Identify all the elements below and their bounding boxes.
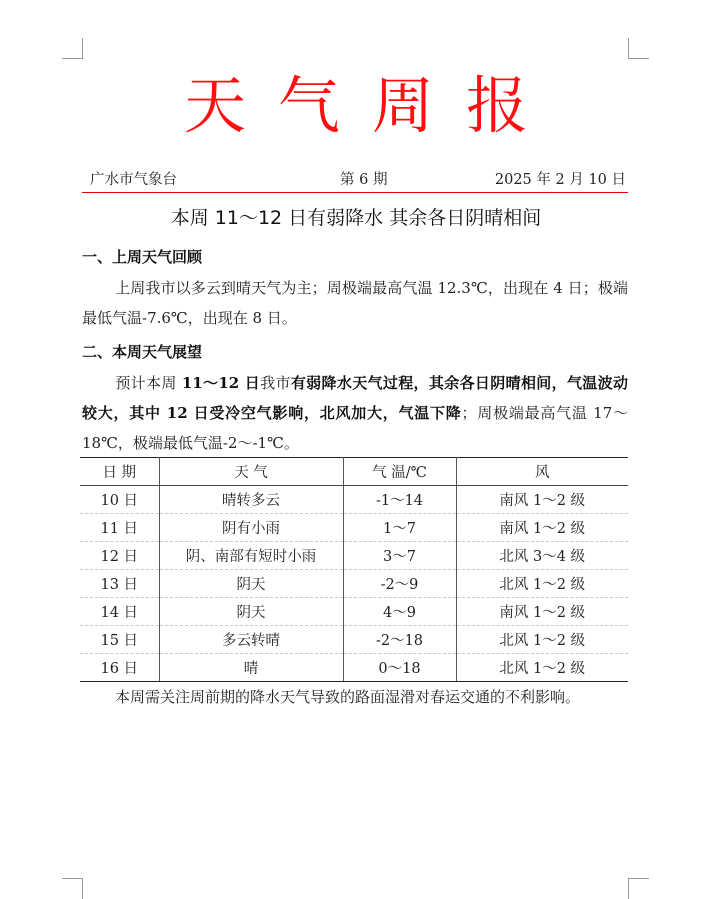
cell-date: 10 日 xyxy=(80,486,159,514)
table-header-row xyxy=(80,458,628,486)
table-row xyxy=(80,598,628,626)
cell-wind: 北风 1～2 级 xyxy=(456,654,628,682)
column-header-date: 日 期 xyxy=(80,458,159,486)
cell-date: 13 日 xyxy=(80,570,159,598)
cell-temperature: -2～9 xyxy=(343,570,456,598)
cell-date: 14 日 xyxy=(80,598,159,626)
outlook-text-d: 有弱降水天气过程，其余各日阴晴相间，气温波动较大，其中 12 日受冷空气影响，北风加大，气温下降 xyxy=(82,374,628,422)
crop-mark-bottom-right xyxy=(628,878,649,899)
cell-temperature: 1～7 xyxy=(343,514,456,542)
crop-mark-top-right xyxy=(628,38,649,59)
crop-mark-top-left xyxy=(62,38,83,59)
table-row xyxy=(80,514,628,542)
issue-number: 第 6 期 xyxy=(340,172,388,188)
outlook-text-c: 我市 xyxy=(260,374,291,392)
table-row xyxy=(80,626,628,654)
issue-date: 2025 年 2 月 10 日 xyxy=(494,172,626,188)
closing-text: 本周需关注周前期的降水天气导致的路面湿滑对春运交通的不利影响。 xyxy=(115,688,581,706)
section-heading-review: 一、上周天气回顾 xyxy=(82,248,203,266)
cell-temperature: 3～7 xyxy=(343,542,456,570)
cell-temperature: 0～18 xyxy=(343,654,456,682)
table-row xyxy=(80,570,628,598)
outlook-text-e: ；周极端最高气温 17～18℃，极端最低气温-2～-1℃。 xyxy=(82,404,628,452)
cell-date: 16 日 xyxy=(80,654,159,682)
cell-wind: 南风 1～2 级 xyxy=(456,598,628,626)
cell-date: 11 日 xyxy=(80,514,159,542)
review-text: 上周我市以多云到晴天气为主；周极端最高气温 12.3℃，出现在 4 日；极端最低气温-7.6℃，出现在 8 日。 xyxy=(82,279,628,327)
cell-weather: 阴、南部有短时小雨 xyxy=(159,542,343,570)
table-row xyxy=(80,542,628,570)
review-paragraph xyxy=(82,273,628,333)
issuing-organization: 广水市气象台 xyxy=(90,172,177,188)
outlook-text-b: 11～12 日 xyxy=(181,374,261,392)
cell-wind: 南风 1～2 级 xyxy=(456,486,628,514)
section-heading-outlook: 二、本周天气展望 xyxy=(82,343,203,361)
cell-date: 15 日 xyxy=(80,626,159,654)
cell-weather: 晴 xyxy=(159,654,343,682)
cell-date: 12 日 xyxy=(80,542,159,570)
cell-weather: 阴天 xyxy=(159,570,343,598)
table-row xyxy=(80,486,628,514)
header-divider xyxy=(82,192,628,193)
cell-wind: 北风 1～2 级 xyxy=(456,626,628,654)
table-row xyxy=(80,654,628,682)
crop-mark-bottom-left xyxy=(62,878,83,899)
cell-wind: 北风 3～4 级 xyxy=(456,542,628,570)
column-header-weather: 天 气 xyxy=(159,458,343,486)
cell-temperature: -1～14 xyxy=(343,486,456,514)
forecast-table xyxy=(80,457,628,682)
cell-wind: 北风 1～2 级 xyxy=(456,570,628,598)
column-header-temperature: 气 温/℃ xyxy=(343,458,456,486)
cell-wind: 南风 1～2 级 xyxy=(456,514,628,542)
closing-paragraph xyxy=(82,682,628,712)
cell-temperature: 4～9 xyxy=(343,598,456,626)
outlook-paragraph xyxy=(82,368,628,458)
headline: 本周 11～12 日有弱降水 其余各日阴晴相间 xyxy=(170,207,542,229)
cell-weather: 阴天 xyxy=(159,598,343,626)
outlook-text-a: 预计本周 xyxy=(115,374,182,392)
cell-temperature: -2～18 xyxy=(343,626,456,654)
report-title: 天气周报 xyxy=(183,69,560,142)
cell-weather: 晴转多云 xyxy=(159,486,343,514)
column-header-wind: 风 xyxy=(456,458,628,486)
cell-weather: 阴有小雨 xyxy=(159,514,343,542)
cell-weather: 多云转晴 xyxy=(159,626,343,654)
